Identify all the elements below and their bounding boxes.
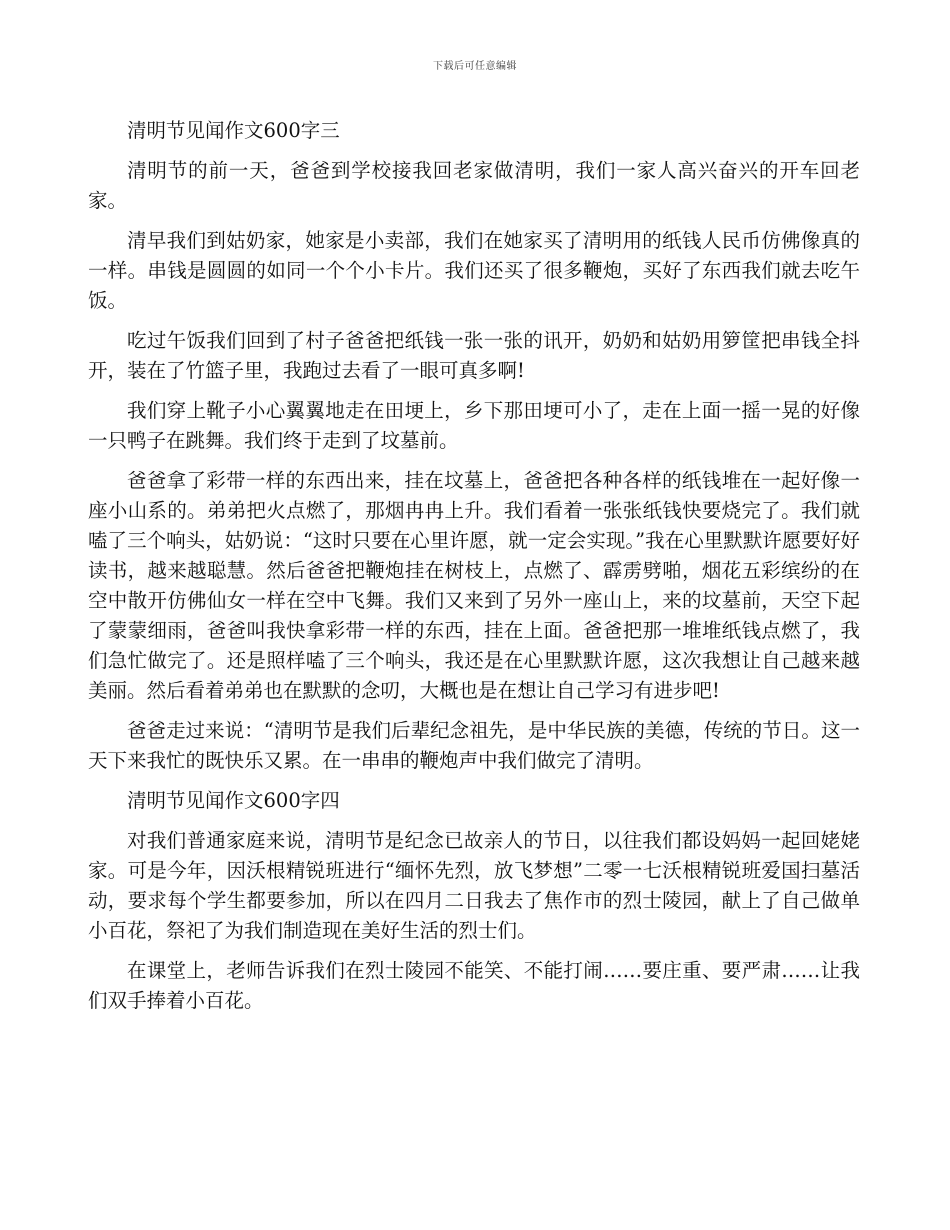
paragraph: 对我们普通家庭来说，清明节是纪念已故亲人的节日，以往我们都设妈妈一起回姥姥家。可是今年，因沃根精锐班进行“缅怀先烈，放飞梦想”二零一七沃根精锐班爱国扫墓活动，要求每个学生都要参加，所以在四月二日我去了焦作市的烈士陵园，献上了自己做单小百花，祭祀了为我们制造现在美好生活的烈士们。 [88, 829, 860, 942]
paragraph: 我们穿上靴子小心翼翼地走在田埂上，乡下那田埂可小了，走在上面一摇一晃的好像一只鸭子在跳舞。我们终于走到了坟墓前。 [88, 399, 860, 452]
page-header: 下载后可任意编辑 [433, 61, 517, 72]
paragraph: 在课堂上，老师告诉我们在烈士陵园不能笑、不能打闹……要庄重、要严肃……让我们双手捧着小百花。 [88, 959, 860, 1012]
paragraph: 清早我们到姑奶家，她家是小卖部，我们在她家买了清明用的纸钱人民币仿佛像真的一样。串钱是圆圆的如同一个个小卡片。我们还买了很多鞭炮，买好了东西我们就去吃午饭。 [88, 229, 860, 312]
paragraph: 吃过午饭我们回到了村子爸爸把纸钱一张一张的讯开，奶奶和姑奶用箩筐把串钱全抖开，装在了竹篮子里，我跑过去看了一眼可真多啊! [88, 329, 860, 382]
paragraph: 爸爸拿了彩带一样的东西出来，挂在坟墓上，爸爸把各种各样的纸钱堆在一起好像一座小山系的。弟弟把火点燃了，那烟冉冉上升。我们看着一张张纸钱快要烧完了。我们就嗑了三个响头，姑奶说：“这时只要在心里许愿，就一定会实现。”我在心里默默许愿要好好读书，越来越聪慧。然后爸爸把鞭炮挂在树枝上，点燃了、霹雳劈啪，烟花五彩缤纷的在空中散开仿佛仙女一样在空中飞舞。我们又来到了另外一座山上，来的坟墓前，天空下起了蒙蒙细雨，爸爸叫我快拿彩带一样的东西，挂在上面。爸爸把那一堆堆纸钱点燃了，我们急忙做完了。还是照样嗑了三个响头，我还是在心里默默许愿，这次我想让自己越来越美丽。然后看着弟弟也在默默的念叨，大概也是在想让自己学习有进步吧! [88, 469, 860, 702]
document-body [88, 116, 860, 1026]
section-title: 清明节见闻作文600字四 [127, 789, 340, 812]
paragraph: 爸爸走过来说：“清明节是我们后辈纪念祖先，是中华民族的美德，传统的节日。这一天下来我忙的既快乐又累。在一串串的鞭炮声中我们做完了清明。 [88, 719, 860, 772]
paragraph: 清明节的前一天，爸爸到学校接我回老家做清明，我们一家人高兴奋兴的开车回老家。 [88, 159, 860, 212]
section-title: 清明节见闻作文600字三 [127, 119, 340, 142]
